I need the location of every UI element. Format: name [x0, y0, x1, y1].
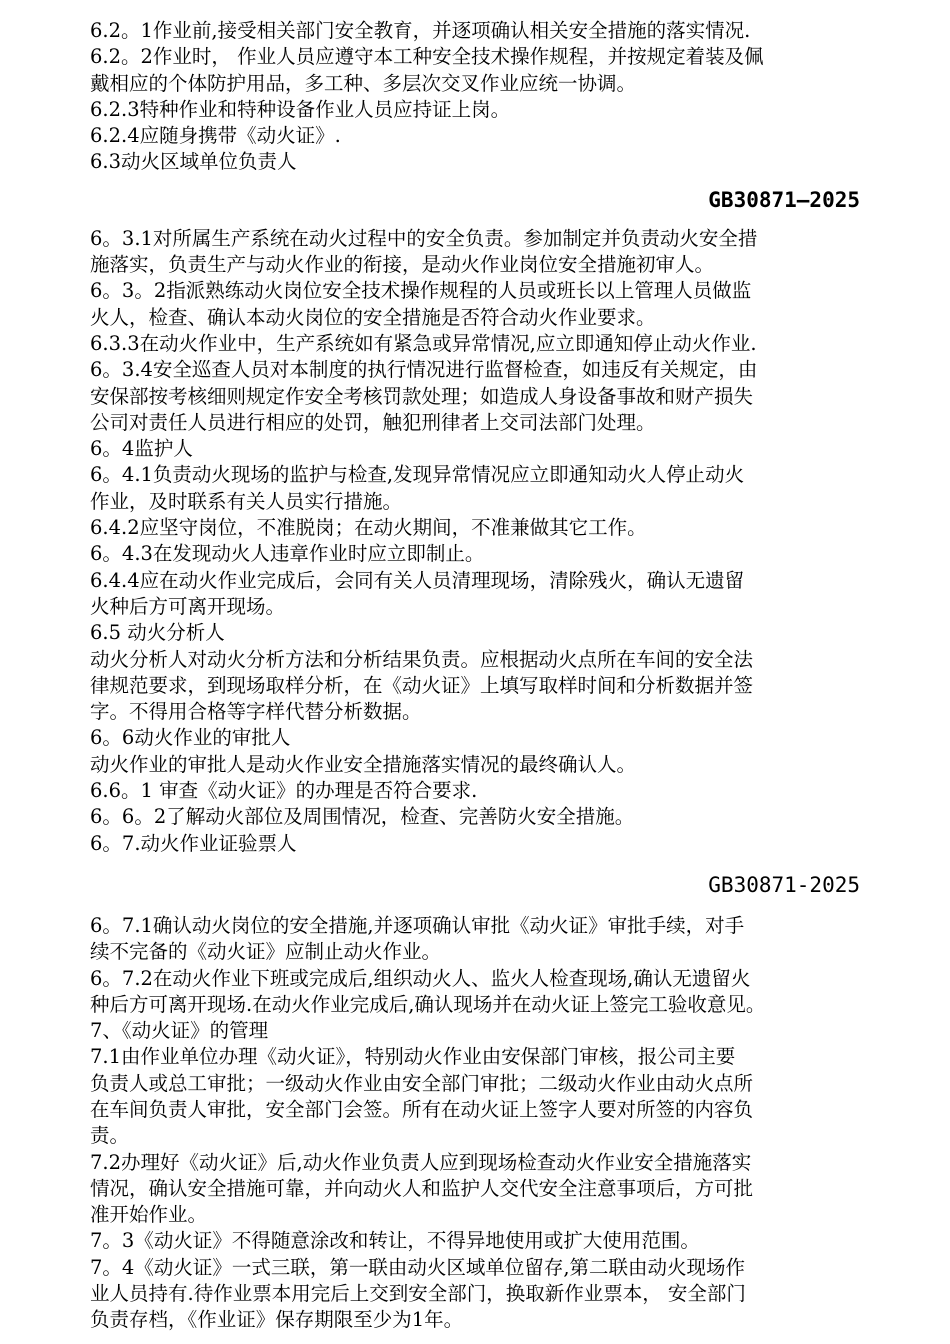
- text-line: 动火作业的审批人是动火作业安全措施落实情况的最终确认人。: [90, 752, 637, 776]
- text-line: 在车间负责人审批，安全部门会签。所有在动火证上签字人要对所签的内容负: [90, 1097, 754, 1121]
- text-line: 戴相应的个体防护用品，多工种、多层次交叉作业应统一协调。: [90, 71, 637, 95]
- text-line: 火种后方可离开现场。: [90, 594, 286, 618]
- text-line: 6。6。2了解动火部位及周围情况，检查、完善防火安全措施。: [90, 805, 635, 829]
- text-line: 6。7.2在动火作业下班或完成后,组织动火人、监火人检查现场,确认无遗留火: [90, 966, 751, 990]
- text-line: 6。4.3在发现动火人违章作业时应立即制止。: [90, 542, 485, 566]
- text-line: 6.4.2应坚守岗位，不准脱岗；在动火期间，不准兼做其它工作。: [90, 516, 647, 540]
- text-line: 续不完备的《动火证》应制止动火作业。: [90, 940, 442, 964]
- text-line: 负责存档，《作业证》保存期限至少为1年。: [90, 1308, 464, 1332]
- text-line: 6。3.1对所属生产系统在动火过程中的安全负责。参加制定并负责动火安全措: [90, 226, 758, 250]
- text-line: 火人，检查、确认本动火岗位的安全措施是否符合动火作业要求。: [90, 305, 656, 329]
- text-line: 业人员持有.待作业票本用完后上交到安全部门，换取新作业票本， 安全部门: [90, 1282, 746, 1306]
- text-line: 6.6。1 审查《动火证》的办理是否符合要求.: [90, 779, 478, 803]
- text-line: 6.2。2作业时， 作业人员应遵守本工种安全技术操作规程，并按规定着装及佩: [90, 45, 764, 69]
- standard-header: GB30871-2025: [708, 872, 860, 897]
- text-line: 字。不得用合格等字样代替分析数据。: [90, 700, 422, 724]
- text-line: 6.4.4应在动火作业完成后，会同有关人员清理现场，清除残火，确认无遗留: [90, 568, 745, 592]
- text-line: 6。7.1确认动火岗位的安全措施,并逐项确认审批《动火证》审批手续，对手: [90, 913, 745, 937]
- text-line: 6。4监护人: [90, 437, 193, 461]
- text-line: 负责人或总工审批；一级动火作业由安全部门审批；二级动火作业由动火点所: [90, 1071, 754, 1095]
- text-line: 6.5 动火分析人: [90, 621, 225, 645]
- text-line: 种后方可离开现场.在动火作业完成后,确认现场并在动火证上签完工验收意见。: [90, 992, 766, 1016]
- text-line: 7、《动火证》的管理: [90, 1019, 269, 1043]
- text-line: 6。7.动火作业证验票人: [90, 831, 297, 855]
- text-line: 责。: [90, 1124, 130, 1148]
- text-line: 6.3.3在动火作业中，生产系统如有紧急或异常情况,应立即通知停止动火作业.: [90, 331, 757, 355]
- text-line: 准开始作业。: [90, 1203, 208, 1227]
- text-line: 6。3。2指派熟练动火岗位安全技术操作规程的人员或班长以上管理人员做监: [90, 279, 752, 303]
- document-page: [90, 18, 860, 1334]
- text-line: 7.2办理好《动火证》后,动火作业负责人应到现场检查动火作业安全措施落实: [90, 1150, 752, 1174]
- text-line: 6.2。1作业前,接受相关部门安全教育，并逐项确认相关安全措施的落实情况.: [90, 19, 751, 42]
- text-line: 6。4.1负责动火现场的监护与检查,发现异常情况应立即通知动火人停止动火: [90, 463, 745, 487]
- text-line: 7。3《动火证》不得随意涂改和转让，不得异地使用或扩大使用范围。: [90, 1229, 700, 1253]
- text-line: 施落实，负责生产与动火作业的衔接，是动火作业岗位安全措施初审人。: [90, 253, 715, 277]
- text-line: 6。3.4安全巡查人员对本制度的执行情况进行监督检查，如违反有关规定，由: [90, 358, 758, 382]
- text-line: 律规范要求，到现场取样分析，在《动火证》上填写取样时间和分析数据并签: [90, 673, 754, 697]
- text-line: 6。6动火作业的审批人: [90, 726, 291, 750]
- text-line: 6.3动火区域单位负责人: [90, 150, 297, 174]
- text-line: 公司对责任人员进行相应的处罚，触犯刑律者上交司法部门处理。: [90, 410, 656, 434]
- text-block-3: [90, 913, 860, 1334]
- text-line: 情况，确认安全措施可靠，并向动火人和监护人交代安全注意事项后，方可批: [90, 1176, 754, 1200]
- text-line: 6.2.4应随身携带《动火证》.: [90, 124, 341, 148]
- text-line: 7。4《动火证》一式三联，第一联由动火区域单位留存,第二联由动火现场作: [90, 1255, 746, 1279]
- text-line: 作业，及时联系有关人员实行措施。: [90, 489, 403, 513]
- standard-header: GB30871—2025: [708, 187, 860, 212]
- text-block-1: [90, 18, 860, 176]
- text-line: 7.1由作业单位办理《动火证》，特别动火作业由安保部门审核，报公司主要: [90, 1045, 736, 1069]
- text-block-2: [90, 226, 860, 857]
- text-line: 动火分析人对动火分析方法和分析结果负责。应根据动火点所在车间的安全法: [90, 647, 754, 671]
- text-line: 6.2.3特种作业和特种设备作业人员应持证上岗。: [90, 97, 511, 121]
- text-line: 安保部按考核细则规定作安全考核罚款处理；如造成人身设备事故和财产损失: [90, 384, 754, 408]
